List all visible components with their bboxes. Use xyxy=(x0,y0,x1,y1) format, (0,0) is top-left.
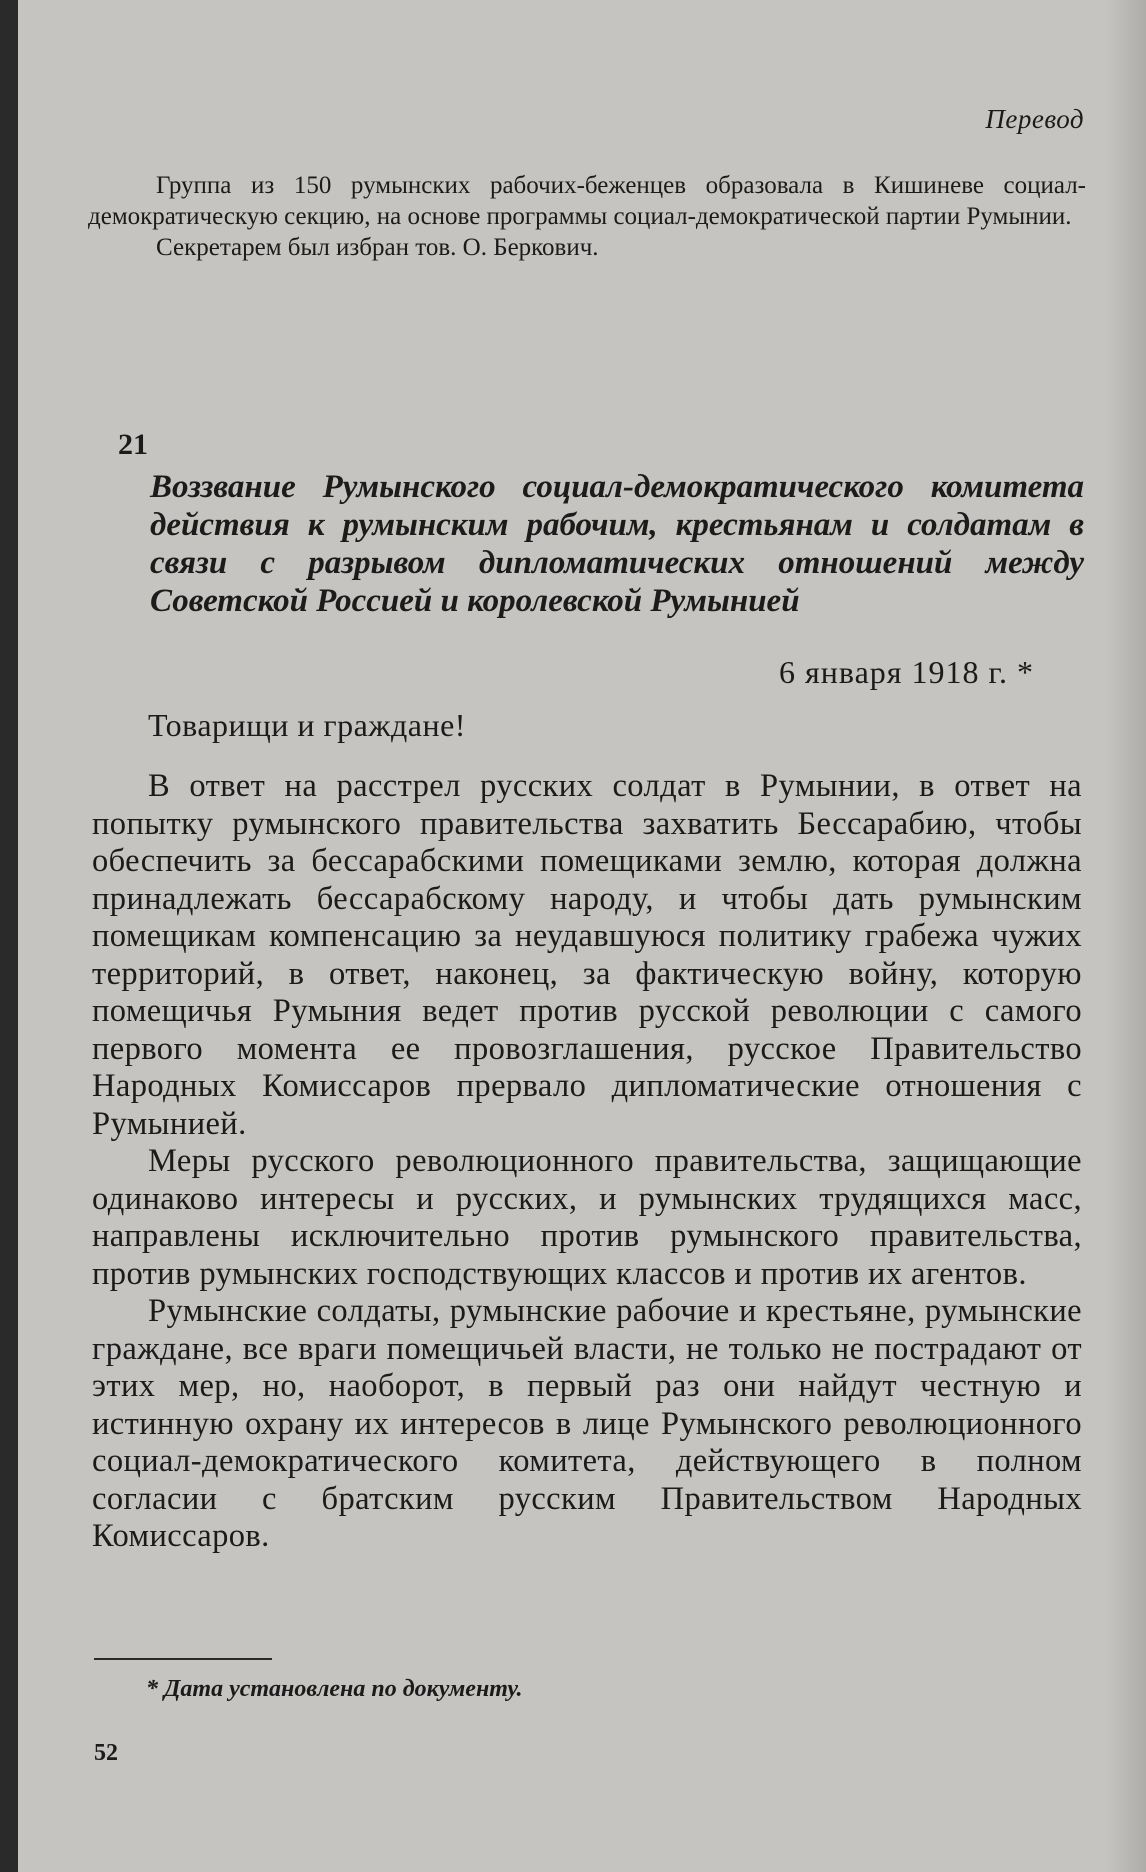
footnote-divider xyxy=(94,1658,272,1660)
greeting: Товарищи и граждане! xyxy=(148,707,466,743)
footnote: * Дата установлена по документу. xyxy=(146,1676,523,1702)
paragraph: Секретарем был избран тов. О. Беркович. xyxy=(156,234,599,261)
translation-label: Перевод xyxy=(985,104,1084,134)
document-body xyxy=(92,768,1082,1556)
document-number: 21 xyxy=(118,428,148,461)
document-title: Воззвание Румынского социал-демократического комитета действия к румынским рабочим, крестьянам и солдатам в связи с разрывом дипломатических отношений между Советской Россией и королевской Румынией xyxy=(150,469,1084,619)
document-page xyxy=(18,0,1146,1872)
paragraph: В ответ на расстрел русских солдат в Румынии, в ответ на попытку румынского правительства захватить Бессарабию, чтобы обеспечить за бессарабскими помещиками землю, которая должна принадлежать бессарабскому народу, и чтобы дать румынским помещикам компенсацию за неудавшуюся политику грабежа чужих территорий, в ответ, наконец, за фактическую войну, которую помещичья Румыния ведет против русской революции с самого первого момента ее провозглашения, русское Правительство Народных Комиссаров прервало дипломатические отношения с Румынией. xyxy=(92,768,1082,1142)
previous-document-text xyxy=(88,170,1086,263)
page-number: 52 xyxy=(94,1740,118,1766)
paragraph: Меры русского революционного правительства, защищающие одинаково интересы и русских, и румынских трудящихся масс, направлены исключительно против румынского правительства, против румынских господствующих классов и против их агентов. xyxy=(92,1143,1082,1292)
document-date: 6 января 1918 г. * xyxy=(779,654,1034,690)
paragraph: Группа из 150 румынских рабочих-беженцев образовала в Кишиневе социал-демократическую секцию, на основе программы социал-демократической партии Румынии. xyxy=(88,172,1086,230)
paragraph: Румынские солдаты, румынские рабочие и крестьяне, румынские граждане, все враги помещичьей власти, не только не пострадают от этих мер, но, наоборот, в первый раз они найдут честную и истинную охрану их интересов в лице Румынского революционного социал-демократического комитета, действующего в полном согласии с братским русским Правительством Народных Комиссаров. xyxy=(92,1293,1082,1554)
